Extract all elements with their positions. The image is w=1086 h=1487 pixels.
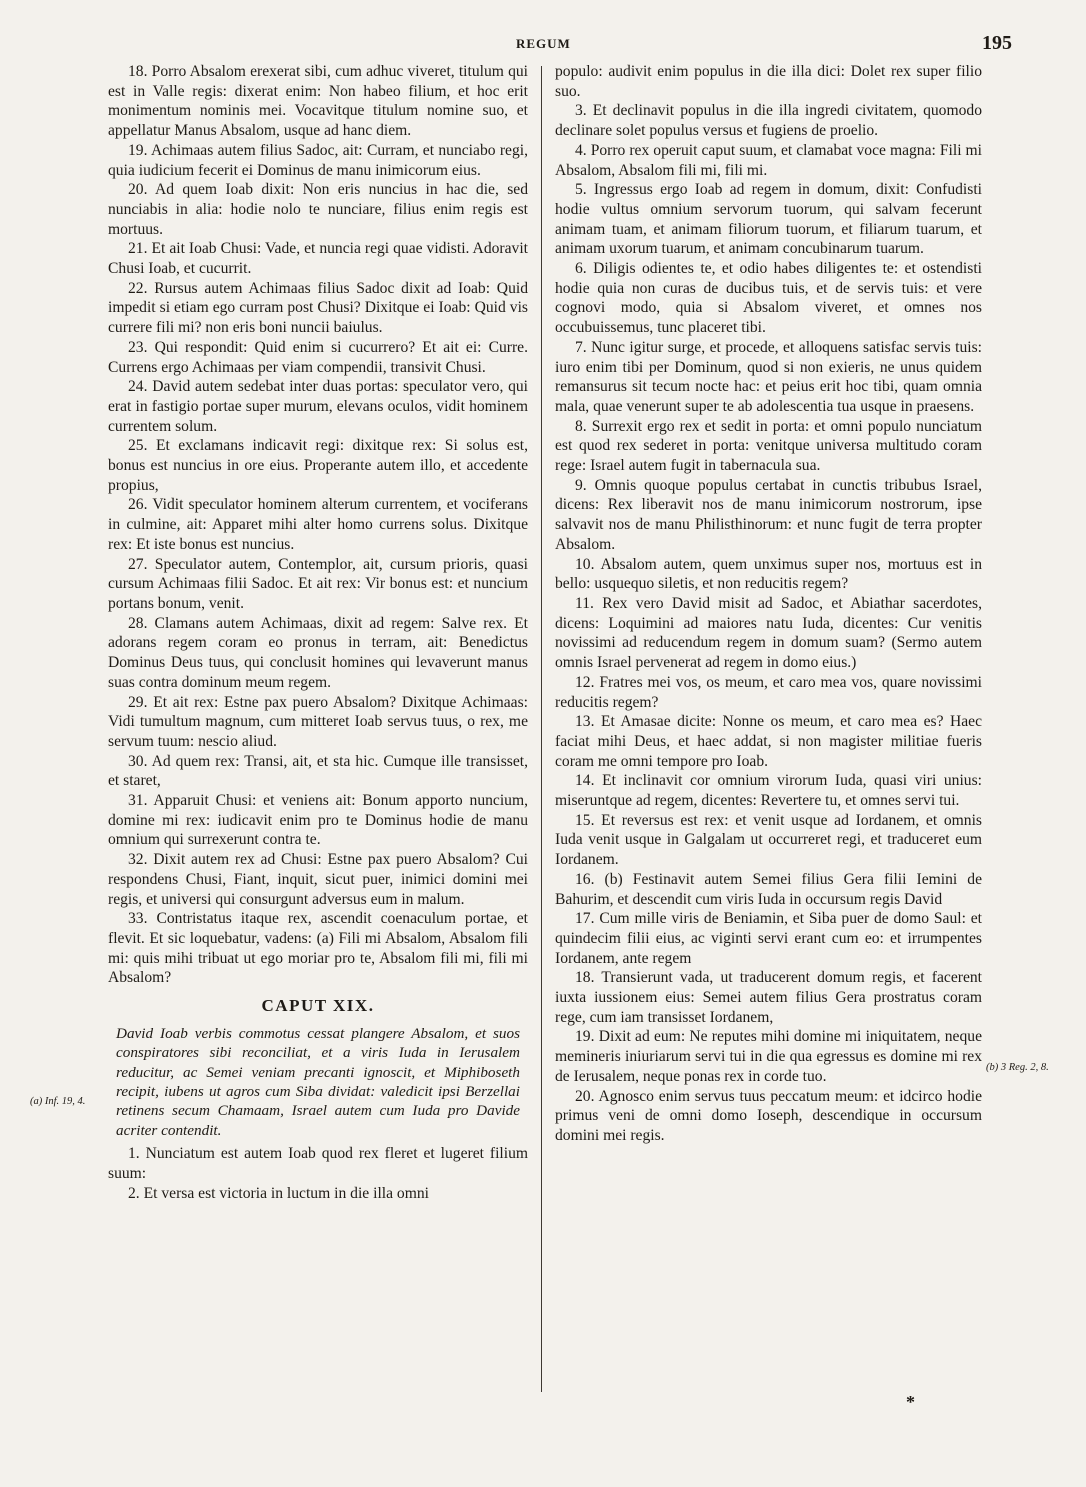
verse: 28. Clamans autem Achimaas, dixit ad regem: Salve rex. Et adorans regem coram eo pronus in terram, ait: Benedictus Dominus Deus tuus, qui conclusit homines qui levaverunt manus suas contra dominum meum regem.	[108, 614, 528, 691]
verse: 29. Et ait rex: Estne pax puero Absalom? Dixitque Achimaas: Vidi tumultum magnum, cum mitteret Ioab servus tuus, o rex, me servum tuum: nescio aliud.	[108, 693, 528, 750]
page-number: 195	[982, 32, 1012, 54]
verse-continuation: populo: audivit enim populus in die illa dici: Dolet rex super filio suo.	[555, 63, 982, 100]
verse: 17. Cum mille viris de Beniamin, et Siba puer de domo Saul: et quindecim filii eius, ac viginti servi erant cum eo: et irrumpentes Iordanem, ante regem	[555, 910, 982, 967]
verse: 25. Et exclamans indicavit regi: dixitque rex: Si solus est, bonus est nuncius in ore eius. Properante autem illo, et accedente propius,	[108, 437, 528, 494]
verse: 18. Transierunt vada, ut traducerent domum regis, et facerent iuxta iussionem eius: Semei autem filius Gera prostratus coram rege, cum iam transisset Iordanem,	[555, 969, 982, 1026]
verse: 8. Surrexit ergo rex et sedit in porta: et omni populo nunciatum est quod rex sederet in porta: venitque universa multitudo coram rege: Israel autem fugit in tabernacula sua.	[555, 417, 982, 475]
verse: 6. Diligis odientes te, et odio habes diligentes te: et ostendisti hodie quia non curas de ducibus tuis, et de servis tuis: et vere cognovi modo, quia si Absalom viveret, et omnes nos occubuissemus, tunc placeret tibi.	[555, 260, 982, 337]
verse: 32. Dixit autem rex ad Chusi: Estne pax puero Absalom? Cui respondens Chusi, Fiant, inquit, sicut puer, inimici domini mei regis, et universi qui consurgunt adversus eum in malum.	[108, 851, 528, 908]
margin-note-left: (a) Inf. 19, 4.	[30, 1096, 86, 1107]
verse: 13. Et Amasae dicite: Nonne os meum, et caro mea es? Haec faciat mihi Deus, et haec addat, si non magister militiae fueris coram me omni tempore pro Ioab.	[555, 713, 982, 770]
verse: 21. Et ait Ioab Chusi: Vade, et nuncia regi quae vidisti. Adoravit Chusi Ioab, et cucurrit.	[108, 240, 528, 278]
verse: 31. Apparuit Chusi: et veniens ait: Bonum apporto nuncium, domine mi rex: iudicavit enim pro te Dominus hodie de manu omnium qui surrexerunt contra te.	[108, 792, 528, 849]
verse: 30. Ad quem rex: Transi, ait, et sta hic. Cumque ille transisset, et staret,	[108, 752, 528, 790]
verse: 33. Contristatus itaque rex, ascendit coenaculum portae, et flevit. Et sic loquebatur, vadens: (a) Fili mi Absalom, Absalom fili mi: quis mihi tribuat ut ego moriar pro te, Absalom fili mi, fili mi Absalom?	[108, 910, 528, 987]
right-column	[555, 62, 982, 1146]
verse: 20. Agnosco enim servus tuus peccatum meum: et idcirco hodie primus veni de omni domo Ioseph, descendique in occursum domini mei regis.	[555, 1087, 982, 1144]
verse: 20. Ad quem Ioab dixit: Non eris nuncius in hac die, sed nunciabis in alia: hodie nolo te nunciare, filius enim regis est mortuus.	[108, 181, 528, 238]
chapter-summary: David Ioab verbis commotus cessat plangere Absalom, et suos conspiratores sibi reconciliat, et a viris Iuda in Ierusalem reducitur, ac Semei veniam precanti ignoscit, et Miphiboseth recipit, iubens ut agros cum Siba dividat: valedicit ipsi Berzellai retinens secum Chamaam, Israel autem cum Iuda pro Davide acriter contendit.	[116, 1024, 520, 1139]
verse: 5. Ingressus ergo Ioab ad regem in domum, dixit: Confudisti hodie vultus omnium servorum tuorum, qui salvam fecerunt animam tuam, et animam filiorum tuorum, et filiarum tuarum, et animam uxorum tuarum, et animam concubinarum tuarum.	[555, 181, 982, 258]
chapter-verse-list	[108, 1144, 528, 1203]
verse: 19. Achimaas autem filius Sadoc, ait: Curram, et nunciabo regi, quia iudicium fecerit ei Dominus de manu inimicorum eius.	[108, 141, 528, 179]
verse: 2. Et versa est victoria in luctum in die illa omni	[128, 1184, 429, 1202]
verse: 19. Dixit ad eum: Ne reputes mihi domine mi iniquitatem, neque memineris iniuriarum servi tui in die qua egressus es domine mi rex de Ierusalem, neque ponas rex in corde tuo.	[555, 1028, 982, 1085]
left-verse-list	[108, 62, 528, 988]
verse: 4. Porro rex operuit caput suum, et clamabat voce magna: Fili mi Absalom, Absalom fili mi, fili mi.	[555, 141, 982, 179]
verse: 12. Fratres mei vos, os meum, et caro mea vos, quare novissimi reducitis regem?	[555, 673, 982, 711]
left-column	[108, 62, 528, 1203]
verse: 18. Porro Absalom erexerat sibi, cum adhuc viveret, titulum qui est in Valle regis: dixerat enim: Non habeo filium, et hoc erit monimentum nominis mei. Vocavitque titulum nomine suo, et appellatur Manus Absalom, usque ad hanc diem.	[108, 63, 528, 140]
verse: 22. Rursus autem Achimaas filius Sadoc dixit ad Ioab: Quid impedit si etiam ego curram post Chusi? Dixitque ei Ioab: Quid vis currere fili mi? non eris boni nuncii baiulus.	[108, 279, 528, 337]
verse: 7. Nunc igitur surge, et procede, et alloquens satisfac servis tuis: iuro enim tibi per Dominum, quod si non exieris, ne unus quidem remansurus sit tecum nocte hac: et peius erit hoc tibi, quam omnia mala, quae venerunt super te ab adolescentia tua usque in praesens.	[555, 338, 982, 415]
end-mark: *	[906, 1392, 915, 1412]
verse: 3. Et declinavit populus in die illa ingredi civitatem, quomodo declinare solet populus versus et fugiens de proelio.	[555, 102, 982, 140]
verse: 1. Nunciatum est autem Ioab quod rex fleret et lugeret filium suum:	[108, 1145, 528, 1182]
verse: 11. Rex vero David misit ad Sadoc, et Abiathar sacerdotes, dicens: Loquimini ad maiores natu Iuda, dicentes: Cur venitis novissimi ad reducendum regem in domum suam? (Sermo autem omnis Israel pervenerat ad regem in domo eius.)	[555, 594, 982, 672]
verse: 26. Vidit speculator hominem alterum currentem, et vociferans in culmine, ait: Apparet mihi alter homo currens solus. Dixitque rex: Et iste bonus est nuncius.	[108, 496, 528, 553]
column-divider	[541, 66, 542, 1392]
verse: 23. Qui respondit: Quid enim si cucurrero? Et ait ei: Curre. Currens ergo Achimaas per viam compendii, transivit Chusi.	[108, 338, 528, 376]
running-header	[0, 34, 1086, 56]
verse: 15. Et reversus est rex: et venit usque ad Iordanem, et omnis Iuda venit usque in Galgalam ut occurreret regi, et traduceret eum Iordanem.	[555, 811, 982, 869]
verse: 27. Speculator autem, Contemplor, ait, cursum prioris, quasi cursum Achimaas filii Sadoc. Et ait rex: Vir bonus est: et nuncium portans bonum, venit.	[108, 555, 528, 612]
margin-note-right: (b) 3 Reg. 2, 8.	[986, 1062, 1049, 1073]
verse: 14. Et inclinavit cor omnium virorum Iuda, quasi viri unius: miseruntque ad regem, dicentes: Revertere tu, et omnes servi tui.	[555, 772, 982, 810]
verse: 24. David autem sedebat inter duas portas: speculator vero, qui erat in fastigio portae super murum, elevans oculos, vidit hominem currentem solum.	[108, 378, 528, 435]
right-verse-list	[555, 101, 982, 1145]
verse: 10. Absalom autem, quem unximus super nos, mortuus est in bello: usquequo siletis, et non reducitis regem?	[555, 555, 982, 593]
running-title: REGUM	[516, 36, 571, 51]
verse: 9. Omnis quoque populus certabat in cunctis tribubus Israel, dicens: Rex liberavit nos de manu inimicorum nostrorum, ipse salvavit nos de manu Philisthinorum: et nunc fugit de terra propter Absalom.	[555, 476, 982, 553]
verse: 16. (b) Festinavit autem Semei filius Gera filii Iemini de Bahurim, et descendit cum viris Iuda in occursum regis David	[555, 870, 982, 908]
chapter-heading: CAPUT XIX.	[261, 996, 375, 1016]
